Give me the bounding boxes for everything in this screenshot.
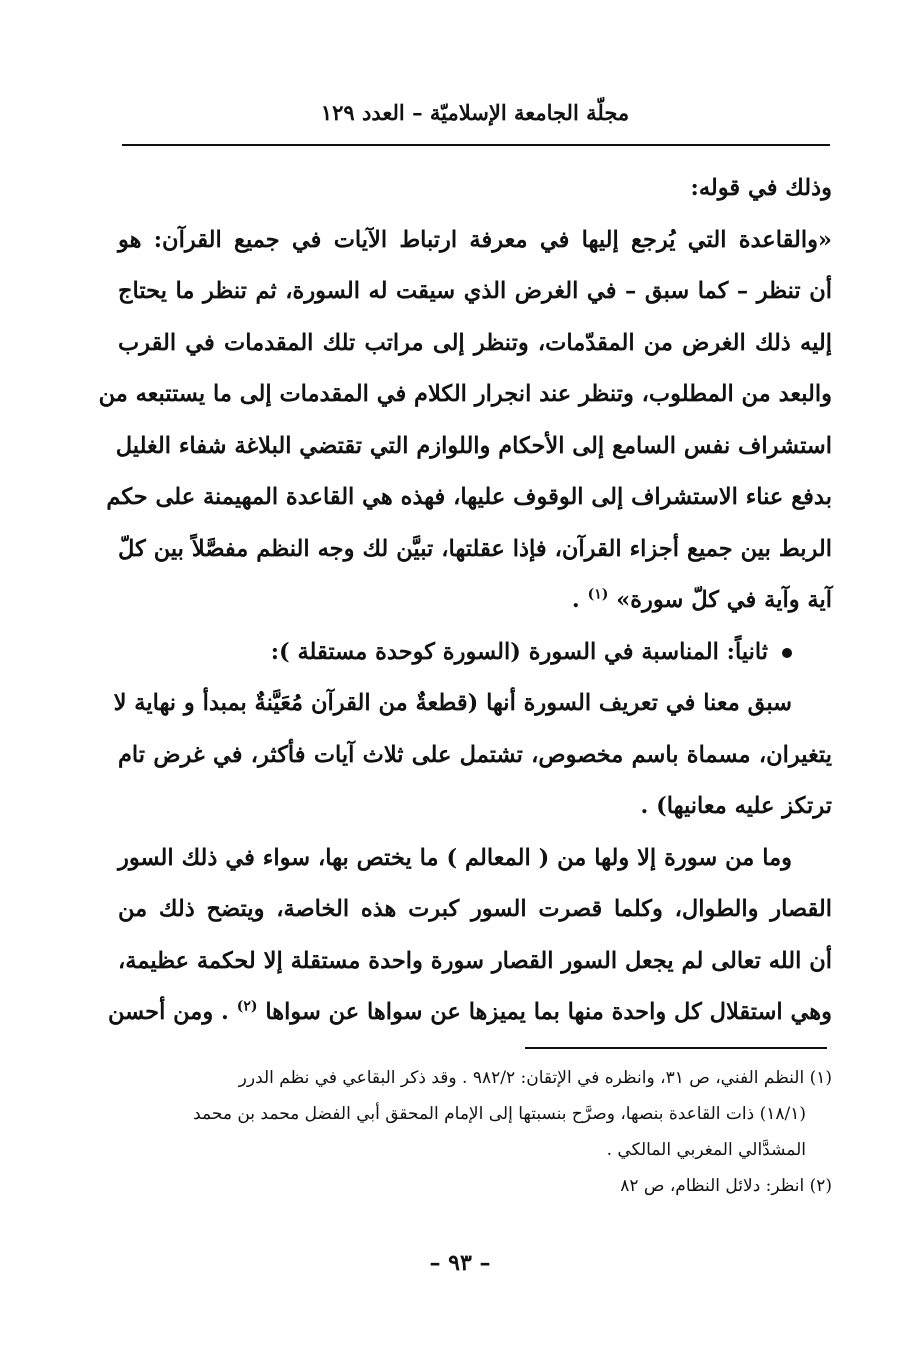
text-line: وما من سورة إلا ولها من ( المعالم ) ما يختص بها، سواء في ذلك السور — [118, 844, 792, 871]
text-line-with-footnote — [107, 987, 832, 1039]
footnote-divider — [525, 1047, 827, 1049]
text-line: بدفع عناء الاستشراف إلى الوقوف عليها، فهذه هي القاعدة المهيمنة على حكم — [106, 484, 832, 510]
text-line: يتغيران، مسماة باسم مخصوص، تشتمل على ثلاث آيات فأكثر، في غرض تام — [118, 741, 832, 768]
text-line: والبعد من المطلوب، وتنظر عند انجرار الكلام في المقدمات إلى ما يستتبعه من — [98, 381, 832, 407]
footnote-1-line: المشدَّالي المغربي المالكي . — [606, 1140, 806, 1160]
footnote-ref-2: (٢) — [236, 998, 258, 1015]
header-divider — [122, 144, 830, 146]
text-line: وذلك في قوله: — [690, 175, 832, 201]
footnote-1-line: (١) النظم الفني، ص ٣١، وانظره في الإتقان: ٩٨٢/٢ . وقد ذكر البقاعي في نظم الدرر — [238, 1068, 832, 1088]
section-heading — [118, 627, 832, 679]
text-line: «والقاعدة التي يُرجع إليها في معرفة ارتباط الآيات في جميع القرآن: هو — [118, 226, 832, 253]
text-line: استشراف نفس السامع إلى الأحكام واللوازم التي تقتضي البلاغة شفاء الغليل — [115, 432, 832, 459]
text-line: إليه ذلك الغرض من المقدّمات، وتنظر إلى مراتب تلك المقدمات في القرب — [118, 329, 832, 356]
section-heading-text: ثانياً: المناسبة في السورة (السورة كوحدة مستقلة ): — [270, 638, 768, 665]
main-text — [98, 163, 832, 1039]
text-line: أن تنظر – كما سبق – في الغرض الذي سيقت له السورة، ثم تنظر ما يحتاج — [118, 278, 832, 304]
period: . — [571, 587, 588, 613]
footnote-2: (٢) انظر: دلائل النظام، ص ٨٢ — [620, 1176, 832, 1196]
text-fragment: . ومن أحسن — [107, 999, 229, 1025]
quote-end: آية وآية في كلّ سورة» — [616, 587, 832, 613]
text-line: سبق معنا في تعريف السورة أنها (قطعةٌ من القرآن مُعَيَّنةٌ بمبدأ و نهاية لا — [113, 690, 792, 716]
bullet-icon — [782, 648, 792, 658]
footnotes — [118, 1060, 832, 1204]
page-number: – ٩٣ – — [429, 1250, 491, 1276]
text-line: القصار والطوال، وكلما قصرت السور كبرت هذه الخاصة، ويتضح ذلك من — [118, 896, 832, 922]
journal-header: مجلّة الجامعة الإسلاميّة – العدد ١٢٩ — [320, 100, 630, 125]
footnote-ref-1: (١) — [587, 586, 609, 603]
text-line: أن الله تعالى لم يجعل السور القصار سورة واحدة مستقلة إلا لحكمة عظيمة، — [118, 947, 832, 974]
text-line-with-footnote — [118, 575, 832, 627]
footnote-1-line: (١٨/١) ذات القاعدة بنصها، وصرَّح بنسبتها إلى الإمام المحقق أبي الفضل محمد بن محمد — [193, 1104, 806, 1124]
text-fragment: وهي استقلال كل واحدة منها بما يميزها عن سواها عن سواها — [265, 999, 832, 1025]
text-line: الربط بين جميع أجزاء القرآن، فإذا عقلتها، تبيَّن لك وجه النظم مفصَّلاً بين كلّ — [118, 535, 832, 562]
text-line: ترتكز عليه معانيها) . — [640, 793, 832, 819]
